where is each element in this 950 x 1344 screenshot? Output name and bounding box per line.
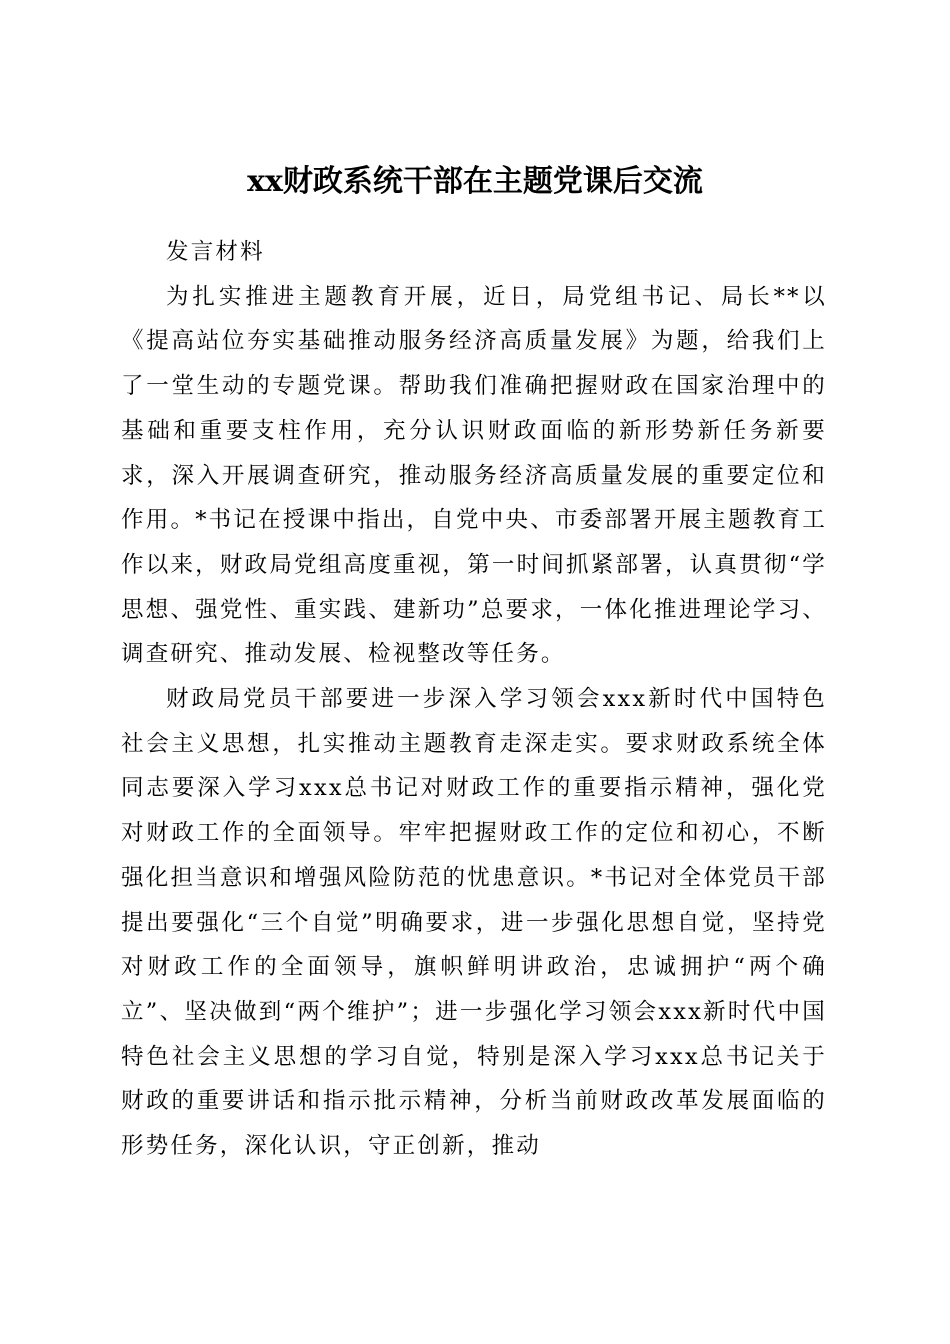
document-body [121,230,827,1169]
document-title: xx财政系统干部在主题党课后交流 [247,164,703,200]
paragraph-requirements: 财政局党员干部要进一步深入学习领会xxx新时代中国特色社会主义思想，扎实推动主题教育走深走实。要求财政系统全体同志要深入学习xxx总书记对财政工作的重要指示精神，强化党对财政工作的全面领导。牢牢把握财政工作的定位和初心，不断强化担当意识和增强风险防范的忧患意识。*书记对全体党员干部提出要强化“三个自觉”明确要求，进一步强化思想自觉，坚持党对财政工作的全面领导，旗帜鲜明讲政治，忠诚拥护“两个确立”、坚决做到“两个维护”；进一步强化学习领会xxx新时代中国特色社会主义思想的学习自觉，特别是深入学习xxx总书记关于财政的重要讲话和指示批示精神，分析当前财政改革发展面临的形势任务，深化认识，守正创新，推动 [121,686,827,1160]
paragraph-intro: 为扎实推进主题教育开展，近日，局党组书记、局长**以《提高站位夯实基础推动服务经济高质量发展》为题，给我们上了一堂生动的专题党课。帮助我们准确把握财政在国家治理中的基础和重要支柱作用，充分认识财政面临的新形势新任务新要求，深入开展调查研究，推动服务经济高质量发展的重要定位和作用。*书记在授课中指出，自党中央、市委部署开展主题教育工作以来，财政局党组高度重视，第一时间抓紧部署，认真贯彻“学思想、强党性、重实践、建新功”总要求，一体化推进理论学习、调查研究、推动发展、检视整改等任务。 [121,283,827,668]
paragraph-subtitle: 发言材料 [166,239,265,265]
